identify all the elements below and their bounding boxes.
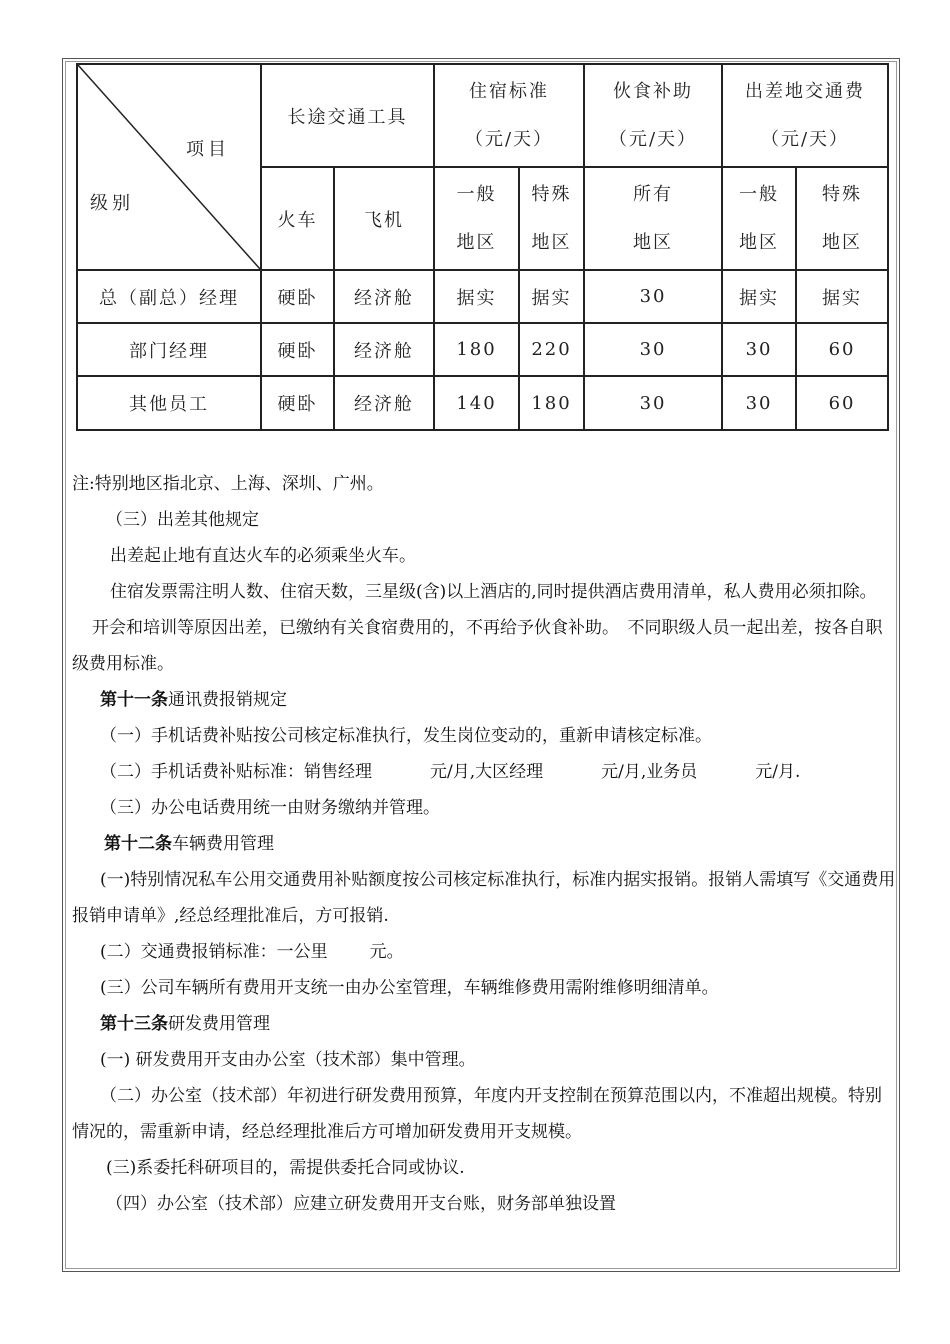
row-plane: 经济舱 <box>334 323 434 376</box>
header-local-unit: （元/天） <box>760 128 850 150</box>
header-text: 地区 <box>822 231 863 253</box>
header-text: 地区 <box>739 231 780 253</box>
row-lodging-special: 220 <box>519 323 584 376</box>
paragraph: （三）办公电话费用统一由财务缴纳并管理。 <box>100 798 440 818</box>
header-item-label: 项目 <box>186 139 230 160</box>
header-local-special <box>796 167 888 270</box>
row-lodging-general: 180 <box>434 323 519 376</box>
row-lodging-special: 据实 <box>519 270 584 323</box>
row-lodging-special: 180 <box>519 376 584 430</box>
article-11 <box>72 682 896 718</box>
paragraph: 出差起止地有直达火车的必须乘坐火车。 <box>110 546 416 566</box>
text-fragment: (二）交通费报销标准：一公里 <box>100 942 328 962</box>
document-body <box>72 466 896 1222</box>
note-text: 注:特别地区指北京、上海、深圳、广州。 <box>72 474 384 494</box>
paragraph: （一）手机话费补贴按公司核定标准执行，发生岗位变动的，重新申请核定标准。 <box>100 726 712 746</box>
header-meal-unit: （元/天） <box>608 128 698 150</box>
header-lodging-general <box>434 167 519 270</box>
row-plane: 经济舱 <box>334 270 434 323</box>
header-meal-all <box>584 167 722 270</box>
header-text: 地区 <box>633 231 674 253</box>
paragraph: 住宿发票需注明人数、住宿天数，三星级(含)以上酒店的,同时提供酒店费用清单，私人费用必须扣除。 <box>110 582 877 602</box>
section-title: （三）出差其他规定 <box>106 510 259 530</box>
header-diagonal-cell <box>77 64 261 270</box>
text-fragment: 元/月,大区经理 <box>430 762 544 782</box>
row-level: 其他员工 <box>77 376 261 430</box>
header-text: 一般 <box>456 183 497 205</box>
row-level: 部门经理 <box>77 323 261 376</box>
row-train: 硬卧 <box>261 270 334 323</box>
header-local-general <box>722 167 796 270</box>
row-local-special: 60 <box>796 376 888 430</box>
article-name: 研发费用管理 <box>168 1014 270 1034</box>
text-fragment: 元。 <box>369 942 404 962</box>
paragraph: (三)系委托科研项目的，需提供委托合同或协议. <box>106 1158 465 1178</box>
row-local-general: 30 <box>722 376 796 430</box>
row-lodging-general: 据实 <box>434 270 519 323</box>
text-fragment: 元/月,业务员 <box>601 762 698 782</box>
row-local-general: 据实 <box>722 270 796 323</box>
article-13 <box>72 1006 896 1042</box>
table-row <box>77 376 888 430</box>
header-lodging <box>434 64 584 167</box>
header-meal-title: 伙食补助 <box>613 80 694 102</box>
row-meal: 30 <box>584 376 722 430</box>
header-text: 特殊 <box>822 183 863 205</box>
header-local-transport <box>722 64 888 167</box>
header-train: 火车 <box>261 167 334 270</box>
transport-reimbursement-standard <box>72 934 896 970</box>
header-lodging-special <box>519 167 584 270</box>
header-text: 地区 <box>531 231 572 253</box>
text-fragment: 元/月. <box>755 762 801 782</box>
paragraph: (一) 研发费用开支由办公室（技术部）集中管理。 <box>100 1050 476 1070</box>
paragraph: 开会和培训等原因出差，已缴纳有关食宿费用的，不再给予伙食补助。 不同职级人员一起出差，按各自职级费用标准。 <box>72 618 883 674</box>
paragraph: （二）办公室（技术部）年初进行研发费用预算，年度内开支控制在预算范围以内，不准超出规模。特别情况的，需重新申请，经总经理批准后方可增加研发费用开支规模。 <box>72 1086 882 1142</box>
table-row <box>77 323 888 376</box>
row-local-special: 据实 <box>796 270 888 323</box>
row-train: 硬卧 <box>261 323 334 376</box>
header-text: 所有 <box>633 183 674 205</box>
header-text: 地区 <box>456 231 497 253</box>
header-text: 一般 <box>739 183 780 205</box>
header-plane: 飞机 <box>334 167 434 270</box>
row-level: 总（副总）经理 <box>77 270 261 323</box>
row-local-general: 30 <box>722 323 796 376</box>
article-name: 车辆费用管理 <box>172 834 274 854</box>
header-meal <box>584 64 722 167</box>
header-lodging-title: 住宿标准 <box>469 80 549 102</box>
header-text: 特殊 <box>531 183 572 205</box>
text-fragment: （二）手机话费补贴标准：销售经理 <box>100 762 372 782</box>
paragraph: （四）办公室（技术部）应建立研发费用开支台账，财务部单独设置 <box>106 1194 616 1214</box>
travel-standard-table <box>76 63 889 431</box>
header-level-label: 级别 <box>90 193 134 214</box>
row-plane: 经济舱 <box>334 376 434 430</box>
header-transport: 长途交通工具 <box>261 64 434 167</box>
article-12 <box>72 826 896 862</box>
paragraph: (三）公司车辆所有费用开支统一由办公室管理，车辆维修费用需附维修明细清单。 <box>100 978 719 998</box>
row-meal: 30 <box>584 270 722 323</box>
diagonal-line <box>78 65 260 269</box>
table-row <box>77 270 888 323</box>
article-title: 第十三条 <box>100 1014 168 1034</box>
article-name: 通讯费报销规定 <box>168 690 287 710</box>
phone-subsidy-standard <box>72 754 896 790</box>
row-meal: 30 <box>584 323 722 376</box>
header-lodging-unit: （元/天） <box>464 128 554 150</box>
article-title: 第十一条 <box>100 690 168 710</box>
row-local-special: 60 <box>796 323 888 376</box>
article-title: 第十二条 <box>104 834 172 854</box>
row-train: 硬卧 <box>261 376 334 430</box>
paragraph: (一)特别情况私车公用交通费用补贴额度按公司核定标准执行，标准内据实报销。报销人需填写《交通费用报销申请单》,经总经理批准后，方可报销. <box>72 870 896 926</box>
header-local-title: 出差地交通费 <box>745 80 866 102</box>
row-lodging-general: 140 <box>434 376 519 430</box>
